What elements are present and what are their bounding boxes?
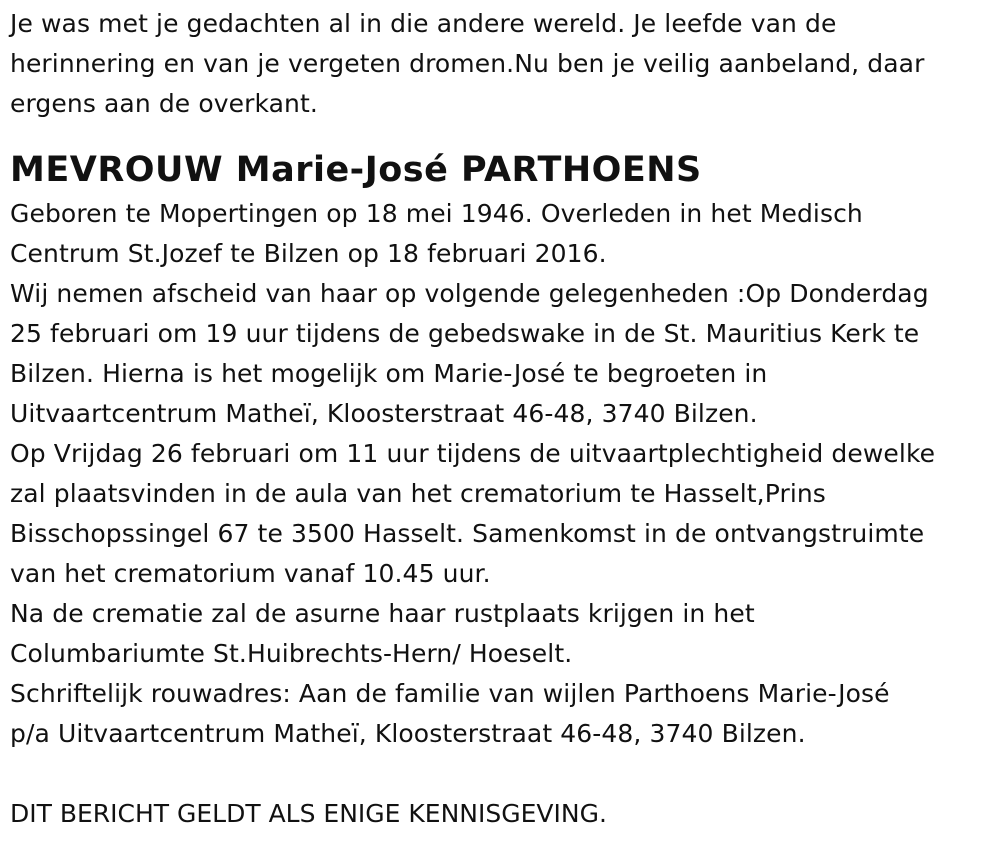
intro-line: ergens aan de overkant.	[10, 89, 318, 118]
body-line: Uitvaartcentrum Matheï, Kloosterstraat 46-48, 3740 Bilzen.	[10, 399, 758, 428]
notice-text: DIT BERICHT GELDT ALS ENIGE KENNISGEVING.	[10, 799, 607, 828]
body-line: Geboren te Mopertingen op 18 mei 1946. Overleden in het Medisch	[10, 199, 863, 228]
body-line: zal plaatsvinden in de aula van het crematorium te Hasselt,Prins	[10, 479, 826, 508]
body-line: 25 februari om 19 uur tijdens de gebedswake in de St. Mauritius Kerk te	[10, 319, 920, 348]
intro-line: herinnering en van je vergeten dromen.Nu ben je veilig aanbeland, daar	[10, 49, 925, 78]
body-line: p/a Uitvaartcentrum Matheï, Kloosterstraat 46-48, 3740 Bilzen.	[10, 719, 806, 748]
body-line: van het crematorium vanaf 10.45 uur.	[10, 559, 491, 588]
obituary-body	[10, 194, 990, 754]
body-line: Columbariumte St.Huibrechts-Hern/ Hoeselt.	[10, 639, 573, 668]
body-line: Bisschopssingel 67 te 3500 Hasselt. Samenkomst in de ontvangstruimte	[10, 519, 925, 548]
body-line: Centrum St.Jozef te Bilzen op 18 februari 2016.	[10, 239, 607, 268]
body-line: Na de crematie zal de asurne haar rustplaats krijgen in het	[10, 599, 755, 628]
body-line: Bilzen. Hierna is het mogelijk om Marie-José te begroeten in	[10, 359, 768, 388]
body-line: Wij nemen afscheid van haar op volgende gelegenheden :Op Donderdag	[10, 279, 929, 308]
intro-poem	[10, 4, 990, 124]
body-line: Schriftelijk rouwadres: Aan de familie van wijlen Parthoens Marie-José	[10, 679, 890, 708]
intro-line: Je was met je gedachten al in die andere wereld. Je leefde van de	[10, 9, 837, 38]
body-line: Op Vrijdag 26 februari om 11 uur tijdens de uitvaartplechtigheid dewelke	[10, 439, 936, 468]
deceased-name-heading: MEVROUW Marie-José PARTHOENS	[10, 150, 702, 190]
